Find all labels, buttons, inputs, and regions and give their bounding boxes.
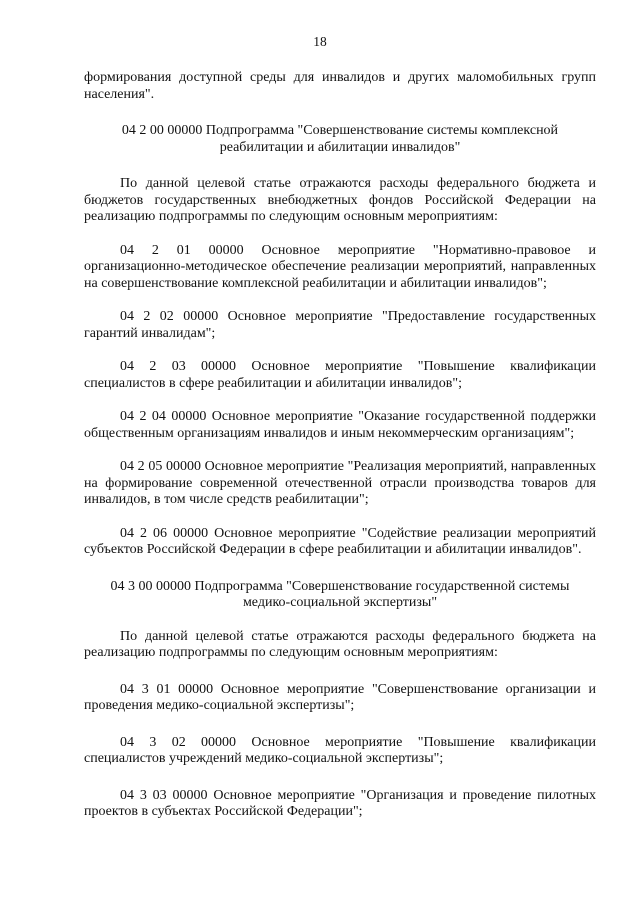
measure-04-2-06: 04 2 06 00000 Основное мероприятие "Содействие реализации мероприятий субъектов Российской Федерации в сфере реабилитации и абилитации инвалидов". [84,525,596,557]
measure-04-3-02: 04 3 02 00000 Основное мероприятие "Повышение квалификации специалистов учреждений медико-социальной экспертизы"; [84,734,596,766]
measure-04-2-02: 04 2 02 00000 Основное мероприятие "Предоставление государственных гарантий инвалидам"; [84,309,596,341]
measure-04-2-04: 04 2 04 00000 Основное мероприятие "Оказание государственной поддержки общественным организациям инвалидов и иным некоммерческим организациям"; [84,409,596,441]
paragraph-intro-continuation: формирования доступной среды для инвалидов и других маломобильных групп населения". [84,70,596,102]
measure-04-2-01: 04 2 01 00000 Основное мероприятие "Нормативно-правовое и организационно-методическое обеспечение реализации мероприятий, направленных на совершенствование комплексной реабилитации и абилитации инвалидов"; [84,242,596,291]
page-number: 18 [313,34,327,49]
subprogram-heading-04-2: 04 2 00 00000 Подпрограмма "Совершенствование системы комплексной реабилитации и абилитации инвалидов" [121,123,559,155]
measure-04-3-01: 04 3 01 00000 Основное мероприятие "Совершенствование организации и проведения медико-социальной экспертизы"; [84,681,596,713]
paragraph-expenses-04-2: По данной целевой статье отражаются расходы федерального бюджета и бюджетов государственных внебюджетных фондов Российской Федерации на реализацию подпрограммы по следующим основным мероприятиям: [84,176,596,224]
measure-04-2-03: 04 2 03 00000 Основное мероприятие "Повышение квалификации специалистов в сфере реабилитации и абилитации инвалидов"; [84,359,596,391]
paragraph-expenses-04-3: По данной целевой статье отражаются расходы федерального бюджета на реализацию подпрограммы по следующим основным мероприятиям: [84,628,596,660]
measure-04-2-05: 04 2 05 00000 Основное мероприятие "Реализация мероприятий, направленных на формирование современной отечественной отрасли производства товаров для инвалидов, в том числе средств реабилитации"; [84,459,596,507]
document-body [84,70,596,821]
measure-04-3-03: 04 3 03 00000 Основное мероприятие "Организация и проведение пилотных проектов в субъектах Российской Федерации"; [84,787,596,819]
subprogram-heading-04-3: 04 3 00 00000 Подпрограмма "Совершенствование государственной системы медико-социальной экспертизы" [110,578,570,610]
